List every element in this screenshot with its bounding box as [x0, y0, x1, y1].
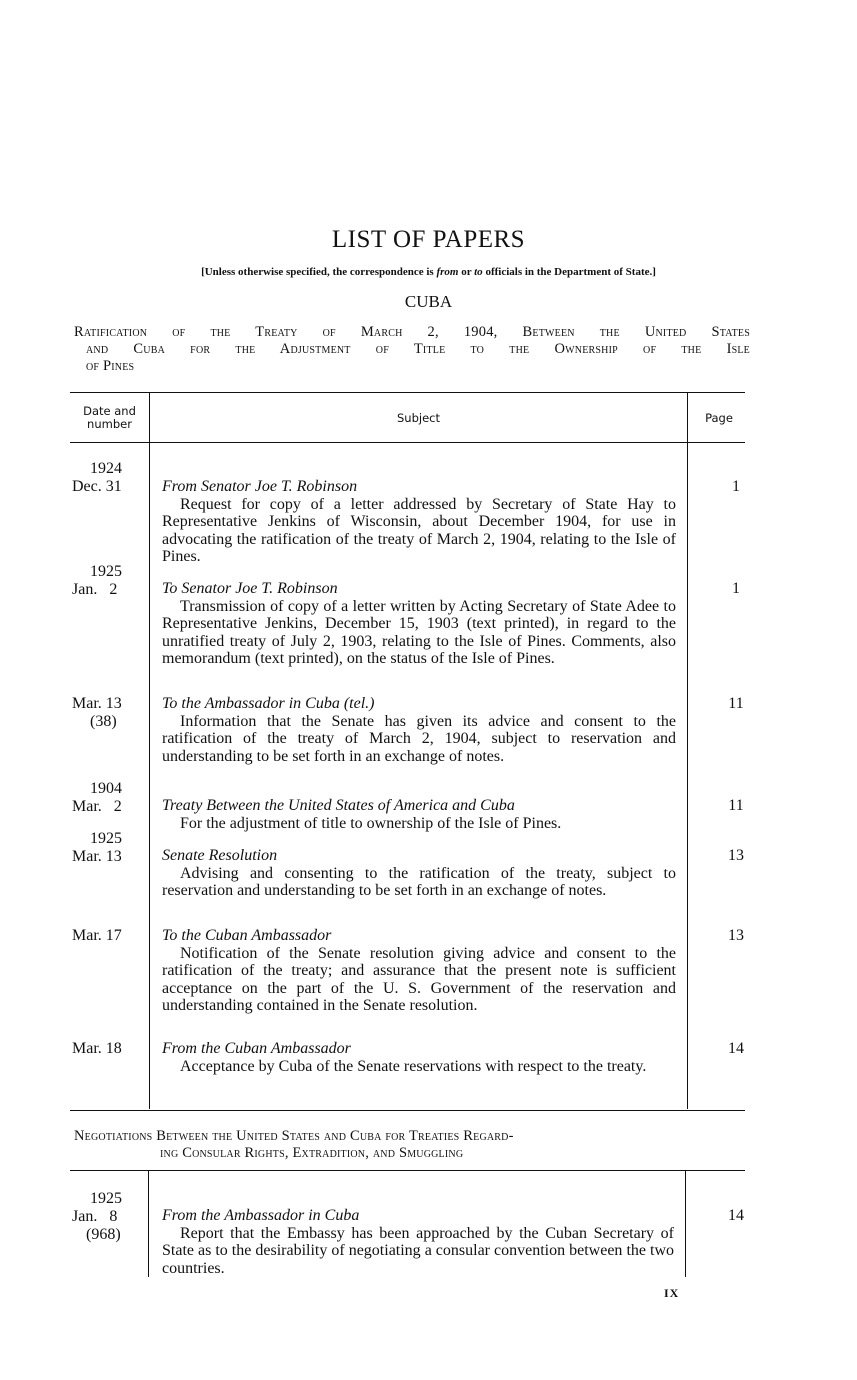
section-heading-line: Ratification of the Treaty of March 2, 1904, Between the United States	[74, 324, 750, 340]
entry-year: 1904	[90, 780, 122, 797]
entry-date	[66, 1190, 146, 1244]
section-heading-line: Negotiations Between the United States and Cuba for Treaties Regard-	[74, 1128, 514, 1144]
entry-page: 14	[728, 1207, 744, 1224]
entry-title: To the Cuban Ambassador	[162, 927, 332, 944]
table-row	[162, 927, 676, 1015]
entry-year: 1925	[90, 830, 122, 847]
entry-day: Mar. 18	[72, 1040, 122, 1057]
entry-body: Request for copy of a letter addressed by Secretary of State Hay to Representative Jenkins of Wisconsin, about December 1904, for use in advocating the ratification of the treaty of March 2, 1904, relating to the Isle of Pines.	[162, 495, 676, 565]
section-heading-line: of Pines	[86, 358, 135, 374]
entry-body: Report that the Embassy has been approached by the Cuban Secretary of State as to the desirability of negotiating a consular convention between the two countries.	[162, 1224, 674, 1277]
entry-day: Mar. 2	[72, 798, 122, 815]
column-divider	[685, 1171, 686, 1277]
table-row	[162, 1040, 676, 1075]
entry-body: Acceptance by Cuba of the Senate reservations with respect to the treaty.	[180, 1057, 647, 1075]
page-number: IX	[664, 1286, 680, 1300]
entry-date	[66, 1040, 146, 1058]
column-header-date-line: Date and	[83, 404, 136, 418]
entry-date	[66, 563, 146, 599]
entry-title: From Senator Joe T. Robinson	[162, 478, 358, 495]
entry-date	[66, 830, 146, 866]
column-header-date-line: number	[87, 417, 132, 431]
entry-day: Mar. 13	[72, 695, 122, 712]
column-divider	[149, 393, 150, 1109]
table-top-rule	[70, 392, 745, 393]
note-text-1: [Unless otherwise specified, the correspondence is	[201, 266, 437, 278]
entry-body: Information that the Senate has given its advice and consent to the ratification of the treaty of March 2, 1904, subject to reservation and understanding to be set forth in an exchange of notes.	[162, 712, 676, 765]
column-divider	[687, 393, 688, 1109]
entry-body: Advising and consenting to the ratification of the treaty, subject to reservation and understanding to be set forth in an exchange of notes.	[162, 864, 676, 899]
entry-title: From the Ambassador in Cuba	[162, 1207, 360, 1224]
entry-title: From the Cuban Ambassador	[162, 1040, 351, 1057]
entry-day: Mar. 13	[72, 848, 122, 865]
table-row	[162, 797, 676, 832]
table-row	[162, 580, 676, 668]
table-header-rule	[70, 442, 745, 443]
table-top-rule	[70, 1170, 745, 1171]
entry-number: (38)	[90, 713, 117, 730]
table-row	[162, 695, 676, 765]
entry-title: Senate Resolution	[162, 847, 278, 864]
entry-day: Jan. 8	[72, 1208, 118, 1225]
entry-page: 14	[728, 1040, 744, 1057]
table-row	[162, 1207, 674, 1277]
column-header-page: Page	[705, 411, 733, 425]
entry-page: 1	[732, 478, 740, 495]
page-title: LIST OF PAPERS	[331, 226, 526, 253]
correspondence-note	[0, 266, 857, 278]
entry-body: Notification of the Senate resolution giving advice and consent to the ratification of the treaty; and assurance that the present note is sufficient acceptance on the part of the U. S. Government of the reservation and understanding contained in the Senate resolution.	[162, 944, 676, 1014]
section-heading-line: ing Consular Rights, Extradition, and Smuggling	[160, 1145, 464, 1161]
note-text-3: officials in the Department of State.]	[482, 266, 656, 278]
entry-day: Dec. 31	[72, 478, 122, 495]
entry-body: For the adjustment of title to ownership of the Isle of Pines.	[180, 814, 562, 832]
table-bottom-rule	[70, 1110, 745, 1111]
section-heading-negotiations	[74, 1128, 750, 1162]
entry-title: To Senator Joe T. Robinson	[162, 580, 338, 597]
entry-page: 13	[728, 927, 744, 944]
entry-year: 1925	[90, 1190, 122, 1207]
section-heading-ratification	[74, 324, 750, 375]
note-from: from	[436, 266, 459, 278]
column-divider	[148, 1171, 149, 1277]
entry-page: 13	[728, 847, 744, 864]
table-row	[162, 478, 676, 566]
note-text-2: or	[458, 266, 475, 278]
entry-day: Mar. 17	[72, 927, 122, 944]
entry-date	[66, 460, 146, 496]
entry-title: Treaty Between the United States of America and Cuba	[162, 797, 515, 814]
entry-page: 11	[728, 797, 744, 814]
entry-page: 11	[728, 695, 744, 712]
column-header-subject: Subject	[397, 411, 440, 425]
entry-body: Transmission of copy of a letter written by Acting Secretary of State Adee to Representative Jenkins, December 15, 1903 (text printed), in regard to the unratified treaty of July 2, 1903, relating to the Isle of Pines. Comments, also memorandum (text printed), on the status of the Isle of Pines.	[162, 597, 676, 667]
entry-date	[66, 695, 146, 731]
entry-number: (968)	[86, 1226, 121, 1243]
country-heading: CUBA	[404, 292, 453, 311]
entry-page: 1	[732, 580, 740, 597]
entry-year: 1925	[90, 563, 122, 580]
entry-day: Jan. 2	[72, 581, 118, 598]
note-to: to	[474, 266, 483, 278]
entry-year: 1924	[90, 460, 122, 477]
section-heading-line: and Cuba for the Adjustment of Title to the Ownership of the Isle	[86, 341, 750, 357]
entry-title: To the Ambassador in Cuba (tel.)	[162, 695, 375, 712]
entry-date	[66, 927, 146, 945]
column-header-date	[70, 405, 149, 431]
table-row	[162, 847, 676, 900]
entry-date	[66, 780, 146, 816]
